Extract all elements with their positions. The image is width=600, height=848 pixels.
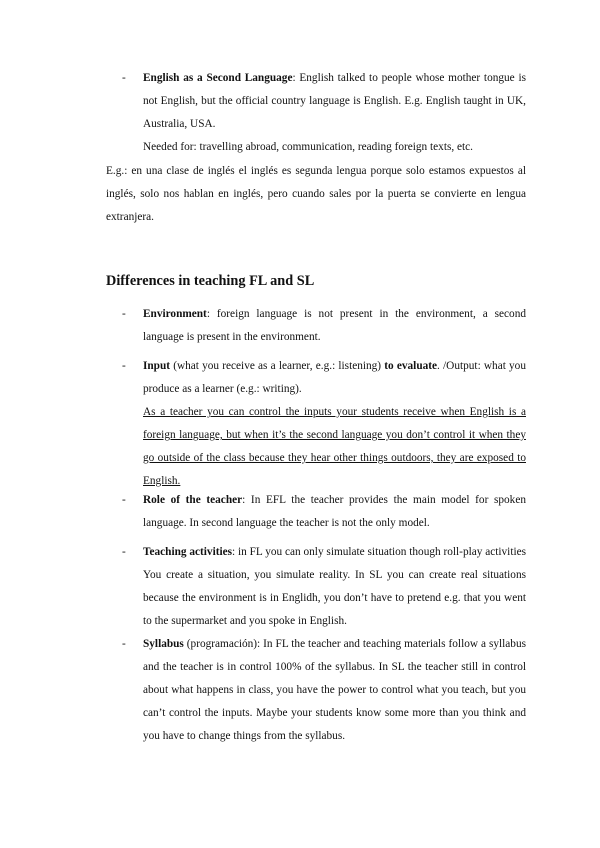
input-description: (what you receive as a learner, e.g.: listening) bbox=[170, 360, 385, 372]
bullet-dash: - bbox=[122, 360, 126, 372]
term-role-of-teacher: Role of the teacher bbox=[143, 494, 243, 506]
term-esl: English as a Second Language bbox=[143, 72, 293, 84]
bullet-dash: - bbox=[122, 308, 126, 320]
term-input: Input bbox=[143, 360, 171, 372]
bullet-activities-text bbox=[143, 541, 526, 633]
section-heading: Differences in teaching FL and SL bbox=[106, 273, 315, 289]
bullet-esl-text bbox=[143, 67, 526, 159]
bullet-esl bbox=[106, 67, 526, 159]
activities-description: : in FL you can only simulate situation though roll-play activities You create a situation, you simulate reality. In SL you can create real situations because the environment is in Englidh, you don’t have to pretend e.g. that you went to the supermarket and you spoke in English. bbox=[143, 546, 527, 627]
esl-needed-for: Needed for: travelling abroad, communication, reading foreign texts, etc. bbox=[143, 141, 473, 153]
term-teaching-activities: Teaching activities bbox=[143, 546, 233, 558]
bullet-input-text bbox=[143, 355, 526, 493]
bullet-dash: - bbox=[122, 638, 126, 650]
bullet-syllabus-text bbox=[143, 633, 526, 748]
bullet-environment bbox=[106, 303, 526, 349]
bullet-role-text bbox=[143, 489, 526, 535]
role-description: : In EFL the teacher provides the main model for spoken language. In second language the teacher is not the only model. bbox=[143, 494, 526, 529]
input-underlined-note: As a teacher you can control the inputs your students receive when English is a foreign language, but when it’s the second language you don’t control it when they go outside of the class because they hear other things outdoors, they are exposed to English. bbox=[143, 406, 526, 487]
output-description: . /Output: what you produce as a learner (e.g.: writing). bbox=[143, 360, 526, 395]
term-environment: Environment bbox=[143, 308, 207, 320]
term-to-evaluate: to evaluate bbox=[384, 360, 438, 372]
syllabus-description: (programación): In FL the teacher and teaching materials follow a syllabus and the teacher is in control 100% of the syllabus. In SL the teacher still in control about what happens in class, you have the power to control what you teach, but you can’t control the inputs. Maybe your students know some more than you think and you have to change things from the syllabus. bbox=[143, 638, 526, 742]
bullet-dash: - bbox=[122, 546, 126, 558]
bullet-dash: - bbox=[122, 494, 126, 506]
bullet-environment-text bbox=[143, 303, 526, 349]
example-paragraph: E.g.: en una clase de inglés el inglés es segunda lengua porque solo estamos expuestos al inglés, solo nos hablan en inglés, pero cuando sales por la puerta se convierte en lengua extranjera. bbox=[106, 165, 526, 223]
environment-description: : foreign language is not present in the environment, a second language is present in the environment. bbox=[143, 308, 526, 343]
bullet-dash: - bbox=[122, 72, 126, 84]
bullet-input bbox=[106, 355, 526, 493]
bullet-syllabus bbox=[106, 633, 526, 748]
esl-description: : English talked to people whose mother tongue is not English, but the official country language is English. E.g. English taught in UK, Australia, USA. bbox=[143, 72, 526, 130]
bullet-role-of-teacher bbox=[106, 489, 526, 535]
bullet-teaching-activities bbox=[106, 541, 526, 633]
term-syllabus: Syllabus bbox=[143, 638, 184, 650]
